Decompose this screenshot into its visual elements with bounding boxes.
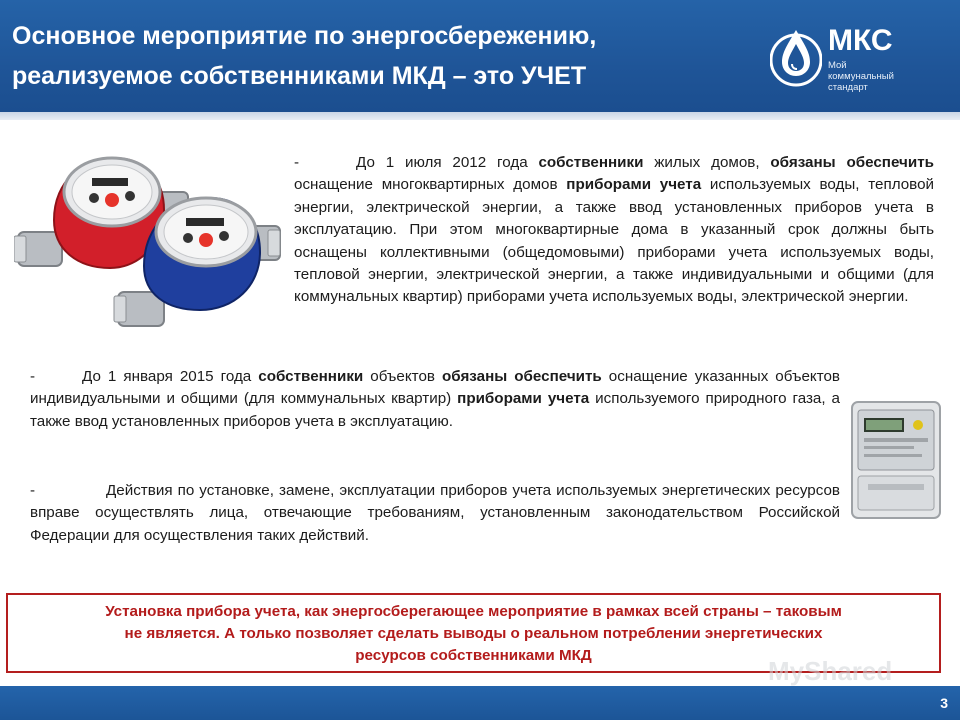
list-dash: - <box>30 482 36 499</box>
notice-line: Установка прибора учета, как энергосберегающее мероприятие в рамках всей страны – таковым <box>105 603 842 620</box>
logo-sub-line: Мой <box>828 60 847 71</box>
bold-run: приборами учета <box>457 390 590 408</box>
bold-run: обязаны обеспечить <box>770 154 934 171</box>
watermark: MyShared <box>768 656 893 686</box>
title-line-1: Основное мероприятие по энергосбережению, <box>12 22 597 50</box>
text-run: используемого природного газа, а также ввод установленных приборов учета в эксплуатацию. <box>30 390 840 430</box>
logo-name: МКС <box>828 24 893 57</box>
logo-sub-line: коммунальный <box>828 71 894 82</box>
text-run: оснащение указанных объектов индивидуальными и общими (для коммунальных квартир) <box>30 368 841 408</box>
drop-logo-icon <box>770 22 822 88</box>
notice-line: ресурсов собственниками МКД <box>355 647 592 664</box>
notice-line: не является. А только позволяет сделать выводы о реальном потреблении энергетических <box>124 625 823 642</box>
list-dash: - <box>30 368 36 385</box>
logo-sub-line: стандарт <box>828 82 868 93</box>
page-number: 3 <box>940 695 948 711</box>
bold-run: приборами учета <box>566 176 702 194</box>
header-stripe <box>0 112 960 120</box>
text-run: До 1 июля 2012 года <box>356 154 539 171</box>
electric-meter-image <box>848 400 944 520</box>
water-meters-image <box>14 140 282 336</box>
bold-run: собственники <box>538 154 644 171</box>
mks-logo <box>770 22 940 92</box>
title-line-2: реализуемое собственниками МКД – это УЧЕТ <box>12 62 587 90</box>
page-title <box>12 16 732 96</box>
text-run: Действия по установке, замене, эксплуатации приборов учета используемых энергетических ресурсов вправе осуществлять лица, отвечающие требованиям, установленным законодательством Российской Федерации для осуществления таких действий. <box>30 482 840 544</box>
text-run: До 1 января 2015 года <box>82 368 259 385</box>
bold-run: собственники <box>258 368 364 385</box>
bold-run: обязаны обеспечить <box>441 368 602 385</box>
list-dash: - <box>294 154 300 171</box>
text-run: жилых домов, <box>643 154 771 171</box>
text-run: объектов <box>363 368 442 385</box>
footer-bar <box>0 686 960 720</box>
paragraph-water-heat-electric <box>294 152 934 309</box>
text-run: оснащение многоквартирных домов <box>294 176 567 194</box>
header-bar <box>0 0 960 112</box>
logo-subtitle <box>828 60 938 93</box>
paragraph-installation-rights <box>30 480 840 547</box>
paragraph-gas-meters <box>30 366 840 433</box>
text-run: используемых воды, тепловой энергии, электрической энергии, а также ввод установленных приборов учета в эксплуатацию. При этом многоквартирные дома в указанный срок должны быть оснащены коллективными (общедомовыми) приборами учета используемых воды, тепловой энергии, электрической энергии, а также индивидуальными и общими (для коммунальных квартир) приборами учета используемых воды, электрической энергии. <box>294 176 935 306</box>
